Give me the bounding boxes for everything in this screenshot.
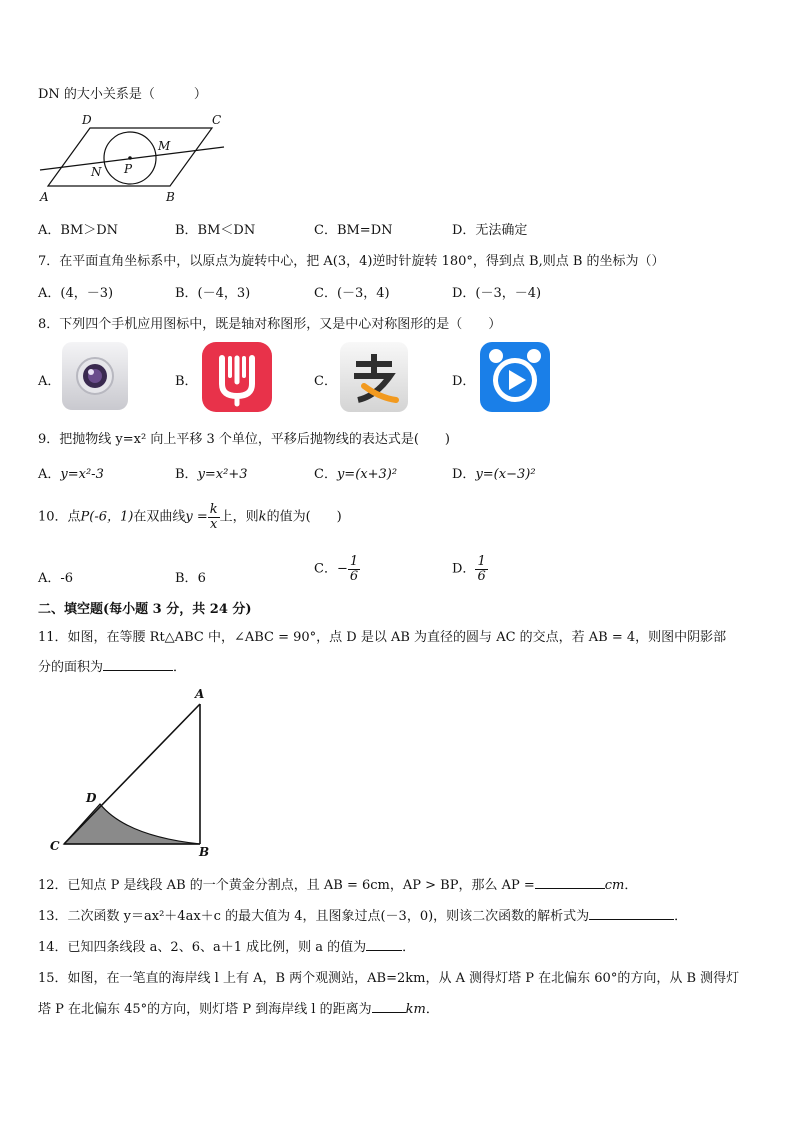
q6-label-c: C: [212, 113, 222, 127]
q13-line: [38, 905, 687, 924]
q15-line2: [38, 998, 439, 1017]
q9-option-c[interactable]: [314, 463, 397, 482]
q10-option-c-sign: −: [336, 561, 348, 577]
q6-stem-tail: DN 的大小关系是（ ）: [38, 87, 207, 102]
q10-option-c-fraction: [348, 555, 360, 583]
zhi-character-app-icon[interactable]: [340, 342, 408, 412]
q11-answer-blank[interactable]: [103, 670, 173, 671]
q13-text: 13．二次函数 y＝ax²＋4ax＋c 的最大值为 4，且图象过点(－3，0)，则该二次函数的解析式为: [38, 909, 590, 924]
q7-option-c[interactable]: C．(－3，4): [314, 286, 390, 301]
q11-line1: 11．如图，在等腰 Rt△ABC 中，∠ABC = 90°，点 D 是以 AB 为直径的圆与 AC 的交点，若 AB = 4，则图中阴影部: [38, 630, 727, 645]
q9-option-a-letter: A．: [38, 467, 61, 482]
q9-option-d-text: y=(x−3)²: [475, 467, 536, 482]
q10-option-a[interactable]: [38, 567, 73, 586]
q6-label-m: M: [158, 139, 171, 153]
q15-text: 塔 P 在北偏东 45°的方向，则灯塔 P 到海岸线 l 的距离为: [38, 1002, 372, 1017]
q10-fraction: [208, 503, 220, 531]
q11-label-d: D: [86, 791, 97, 805]
q11-triangle-figure: [44, 684, 214, 860]
q14-line: [38, 936, 415, 955]
q9-option-c-letter: C．: [314, 467, 337, 482]
q14-end: ．: [402, 940, 416, 955]
q7-stem: 7．在平面直角坐标系中，以原点为旋转中心，把 A(3，4)逆时针旋转 180°，得到点 B,则点 B 的坐标为（）: [38, 254, 665, 269]
q6-option-c[interactable]: C．BM=DN: [314, 223, 393, 238]
q10-frac-den: x: [210, 516, 218, 532]
q6-label-n: N: [91, 165, 102, 179]
q12-text: 12．已知点 P 是线段 AB 的一个黄金分割点，且 AB = 6cm，AP > BP，那么 AP =: [38, 878, 535, 893]
q10-frac-num: k: [209, 502, 218, 517]
q12-answer-blank[interactable]: [535, 888, 605, 889]
q9-option-b[interactable]: [175, 463, 248, 482]
q10-lhs: y =: [185, 509, 208, 525]
q8-option-b-letter[interactable]: B．: [175, 374, 198, 389]
q11-label-b: B: [199, 845, 210, 859]
q10-option-c-num: 1: [349, 554, 359, 569]
q12-end: ．: [624, 878, 638, 893]
q10-tail: 上，则: [219, 509, 259, 525]
q15-answer-blank[interactable]: [372, 1012, 406, 1013]
q11-line2-end: ．: [173, 660, 187, 675]
q10-option-b-letter: B．: [175, 571, 198, 586]
q9-option-b-text: y=x²+3: [197, 467, 248, 482]
q6-option-a[interactable]: A．BM＞DN: [38, 223, 119, 238]
q9-option-a-text: y=x²-3: [60, 467, 104, 482]
q10-point: P(-6，1): [80, 509, 134, 525]
q6-option-b[interactable]: B．BM＜DN: [175, 223, 256, 238]
q14-text: 14．已知四条线段 a、2、6、a＋1 成比例，则 a 的值为: [38, 940, 367, 955]
q10-option-c[interactable]: [314, 555, 360, 583]
q11-line2-text: 分的面积为: [38, 660, 104, 675]
q11-label-a: A: [195, 687, 205, 701]
q6-label-d: D: [82, 113, 92, 127]
q9-option-a[interactable]: [38, 463, 104, 482]
q15-line1: 15．如图，在一笔直的海岸线 l 上有 A，B 两个观测站，AB=2km，从 A 测得灯塔 P 在北偏东 60°的方向，从 B 测得灯: [38, 971, 740, 986]
q9-stem: 9．把抛物线 y=x² 向上平移 3 个单位，平移后抛物线的表达式是( ): [38, 432, 450, 447]
q8-option-a-letter[interactable]: A．: [38, 374, 61, 389]
q10-option-c-letter: C．: [314, 561, 337, 577]
q10-option-b[interactable]: [175, 567, 206, 586]
q7-option-a[interactable]: A．(4，－3): [38, 286, 114, 301]
q10-stem: [38, 503, 342, 531]
q10-option-a-text: -6: [60, 571, 74, 586]
q12-line: [38, 874, 637, 893]
q14-answer-blank[interactable]: [366, 950, 402, 951]
fork-restaurant-app-icon[interactable]: [202, 342, 272, 412]
camera-lens-app-icon[interactable]: [62, 342, 128, 410]
q9-option-d[interactable]: [452, 463, 536, 482]
q10-prefix: 10．点: [38, 509, 81, 525]
q10-var: k: [258, 509, 267, 525]
q6-label-p: P: [124, 162, 133, 176]
q10-option-c-den: 6: [349, 568, 359, 584]
q7-option-b[interactable]: B．(－4，3): [175, 286, 251, 301]
q7-option-d[interactable]: D．(－3，－4): [452, 286, 542, 301]
q10-option-a-letter: A．: [38, 571, 61, 586]
q10-option-d[interactable]: [452, 555, 488, 583]
q10-option-b-text: 6: [197, 571, 206, 586]
section-title-fill-in: 二、填空题(每小题 3 分，共 24 分): [38, 602, 252, 617]
q10-option-d-letter: D．: [452, 561, 476, 577]
q10-end: 的值为( ): [266, 509, 342, 525]
q10-option-d-fraction: [475, 555, 487, 583]
q9-option-d-letter: D．: [452, 467, 476, 482]
q9-option-c-text: y=(x+3)²: [336, 467, 398, 482]
q6-label-b: B: [166, 190, 175, 204]
q15-end: ．: [425, 1002, 439, 1017]
q8-stem: 8．下列四个手机应用图标中，既是轴对称图形，又是中心对称图形的是（ ）: [38, 317, 502, 332]
q13-end: ．: [674, 909, 688, 924]
q12-unit: cm: [604, 878, 625, 893]
q10-option-d-den: 6: [477, 568, 486, 584]
q10-option-d-num: 1: [477, 554, 486, 569]
q6-option-d[interactable]: D．无法确定: [452, 223, 528, 238]
q11-label-c: C: [50, 839, 60, 853]
q13-answer-blank[interactable]: [589, 919, 674, 920]
q6-parallelogram-figure: [34, 110, 234, 206]
q10-mid: 在双曲线: [133, 509, 186, 525]
q15-unit: km: [405, 1002, 426, 1017]
q11-line2: [38, 656, 186, 675]
play-button-app-icon[interactable]: [480, 342, 550, 412]
q9-option-b-letter: B．: [175, 467, 198, 482]
q6-label-a: A: [40, 190, 49, 204]
q8-option-d-letter[interactable]: D．: [452, 374, 476, 389]
q8-option-c-letter[interactable]: C．: [314, 374, 337, 389]
